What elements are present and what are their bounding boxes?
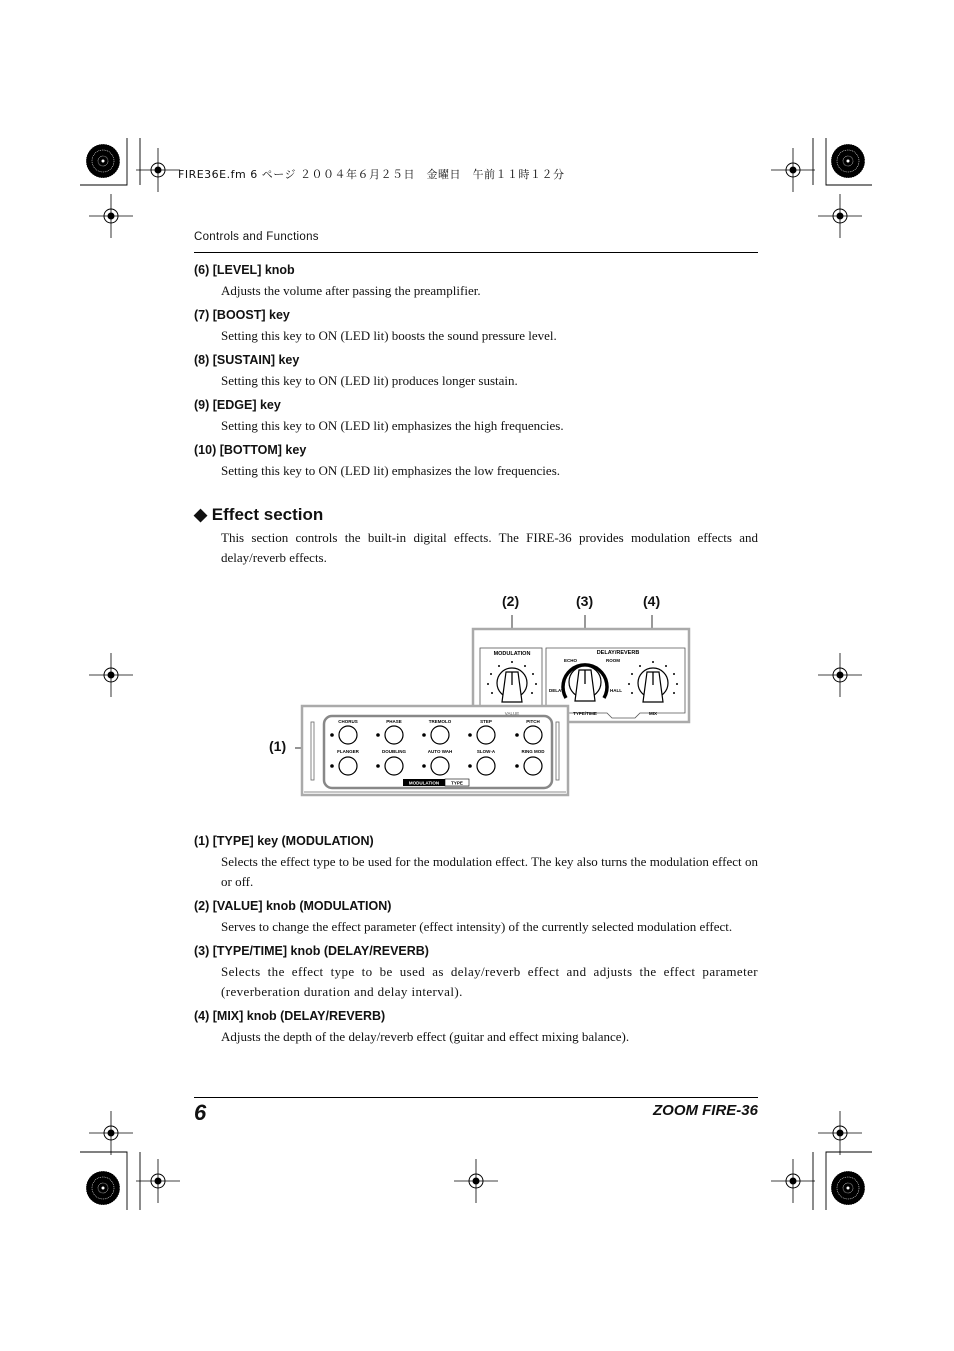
page-number: 6 [194, 1100, 207, 1125]
item-body-boost-key: Setting this key to ON (LED lit) boosts the sound pressure level. [221, 328, 557, 343]
item-body-bottom-key: Setting this key to ON (LED lit) emphasizes the low frequencies. [221, 463, 561, 478]
item-body-type-time-knob: Selects the effect type to be used as delay/reverb effect and adjusts the effect parameter (reverberation duration and delay interval). [221, 964, 758, 999]
type-button-label: DOUBLING [382, 749, 406, 754]
item-body-value-knob: Serves to change the effect parameter (effect intensity) of the currently selected modulation effect. [221, 919, 733, 934]
modulation-label: MODULATION [493, 651, 531, 657]
mix-label: MIX [648, 711, 658, 716]
room-label: ROOM [606, 658, 620, 663]
type-label: TYPE [451, 780, 463, 786]
type-button[interactable] [385, 757, 403, 775]
type-button[interactable] [524, 757, 542, 775]
type-button-label: PHASE [386, 719, 402, 724]
item-head-type-key: (1) [TYPE] key (MODULATION) [194, 834, 374, 848]
delay-label: DELAY [549, 688, 564, 693]
callout-3: (3) [576, 593, 594, 609]
item-head-value-knob: (2) [VALUE] knob (MODULATION) [194, 899, 392, 913]
item-body-mix-knob: Adjusts the depth of the delay/reverb effect (guitar and effect mixing balance). [221, 1029, 630, 1044]
type-button[interactable] [339, 757, 357, 775]
item-body-type-key: Selects the effect type to be used for the modulation effect. The key also turns the modulation effect on or off. [221, 854, 758, 889]
modulation-type-label: MODULATION [408, 780, 440, 786]
item-head-boost-key: (7) [BOOST] key [194, 308, 290, 322]
item-head-type-time-knob: (3) [TYPE/TIME] knob (DELAY/REVERB) [194, 944, 429, 958]
item-body-sustain-key: Setting this key to ON (LED lit) produces longer sustain. [221, 373, 518, 388]
type-button-label: CHORUS [338, 719, 358, 724]
item-head-bottom-key: (10) [BOTTOM] key [194, 443, 307, 457]
type-button-label: STEP [480, 719, 492, 724]
product-name: ZOOM FIRE-36 [652, 1102, 758, 1119]
type-time-label: TYPE/TIME [573, 711, 597, 716]
type-button-label: AUTO WAH [427, 749, 453, 754]
item-head-sustain-key: (8) [SUSTAIN] key [194, 353, 300, 367]
echo-label: ECHO [564, 658, 578, 663]
type-button-label: PITCH [526, 719, 540, 724]
type-button[interactable] [477, 757, 495, 775]
type-button[interactable] [431, 726, 449, 744]
type-button[interactable] [385, 726, 403, 744]
hall-label: HALL [610, 688, 622, 693]
type-button[interactable] [431, 757, 449, 775]
item-head-edge-key: (9) [EDGE] key [194, 398, 281, 412]
callout-4: (4) [643, 593, 661, 609]
type-button-label: TREMOLO [428, 719, 452, 724]
type-button[interactable] [339, 726, 357, 744]
item-head-mix-knob: (4) [MIX] knob (DELAY/REVERB) [194, 1009, 386, 1023]
value-label: VALUE [504, 711, 520, 716]
footer-rule [194, 1097, 758, 1098]
section-title: Controls and Functions [194, 231, 319, 243]
delay-reverb-label: DELAY/REVERB [596, 650, 640, 656]
callout-2: (2) [502, 593, 520, 609]
item-body-level-knob: Adjusts the volume after passing the preamplifier. [221, 283, 481, 298]
type-button-label: RING MOD [521, 749, 545, 754]
effect-section-heading: ◆ Effect section [194, 505, 324, 524]
header-rule [194, 252, 758, 253]
effect-panel-diagram [290, 610, 700, 805]
item-head-level-knob: (6) [LEVEL] knob [194, 263, 295, 277]
effect-section-body: This section controls the built-in digital effects. The FIRE-36 provides modulation effects and delay/reverb effects. [221, 530, 758, 565]
callout-1: (1) [269, 738, 287, 754]
type-button-label: FLANGER [337, 749, 359, 754]
type-button[interactable] [524, 726, 542, 744]
item-body-edge-key: Setting this key to ON (LED lit) emphasizes the high frequencies. [221, 418, 564, 433]
type-button[interactable] [477, 726, 495, 744]
type-button-label: SLOW-A [476, 749, 496, 754]
print-header: FIRE36E.fm 6 ページ ２００４年６月２５日 金曜日 午前１１時１２分 [178, 168, 565, 181]
